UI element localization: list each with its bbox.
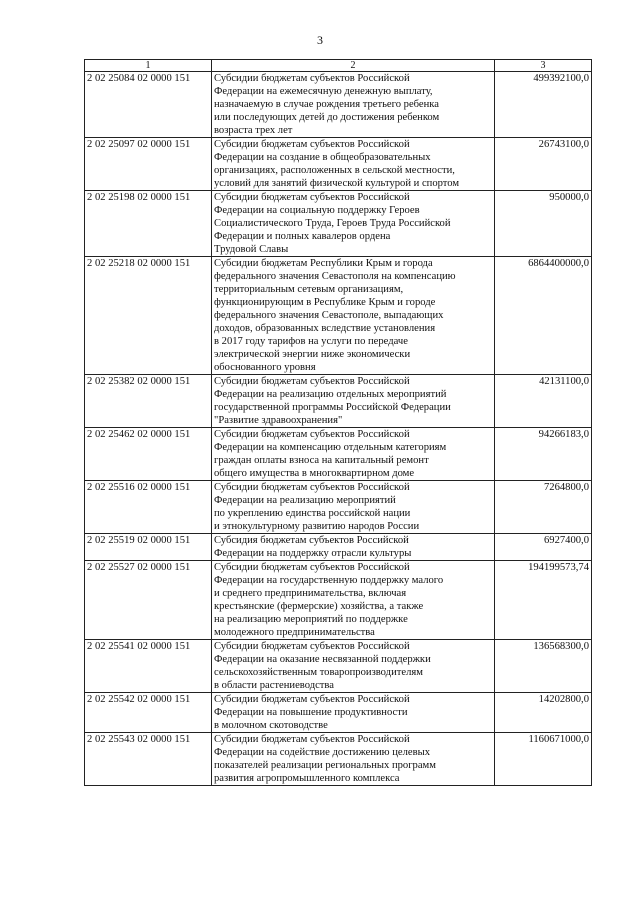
description-cell: Субсидии бюджетам субъектов Российской Федерации на социальную поддержку Героев Социалистического Труда, Героев Труда Российской Федерации и полных кавалеров ордена Трудовой Славы <box>212 191 495 257</box>
budget-code-cell: 2 02 25462 02 0000 151 <box>85 428 212 481</box>
amount-cell: 136568300,0 <box>495 640 592 693</box>
description-cell: Субсидии бюджетам субъектов Российской Федерации на государственную поддержку малого и среднего предпринимательства, включая крестьянские (фермерские) хозяйства, а также на реализацию мероприятий по поддержке молодежного предпринимательства <box>212 561 495 640</box>
description-cell: Субсидии бюджетам субъектов Российской Федерации на ежемесячную денежную выплату, назначаемую в случае рождения третьего ребенка или последующих детей до достижения ребенком возраста трех лет <box>212 72 495 138</box>
budget-code-cell: 2 02 25541 02 0000 151 <box>85 640 212 693</box>
budget-table <box>84 59 592 786</box>
amount-cell: 499392100,0 <box>495 72 592 138</box>
description-cell: Субсидии бюджетам субъектов Российской Федерации на создание в общеобразовательных организациях, расположенных в сельской местности, условий для занятий физической культурой и спортом <box>212 138 495 191</box>
table-row <box>85 138 592 191</box>
table-row <box>85 693 592 733</box>
amount-cell: 14202800,0 <box>495 693 592 733</box>
amount-cell: 950000,0 <box>495 191 592 257</box>
description-cell: Субсидии бюджетам Республики Крым и города федерального значения Севастополя на компенсацию территориальным сетевым организациям, функционирующим в Республике Крым и городе федерального значения Севастополе, выпадающих доходов, образованных вследствие установления в 2017 году тарифов на услуги по передаче электрической энергии ниже экономически обоснованного уровня <box>212 257 495 375</box>
column-header-1: 1 <box>85 60 212 72</box>
column-header-3: 3 <box>495 60 592 72</box>
amount-cell: 6927400,0 <box>495 534 592 561</box>
table-row <box>85 72 592 138</box>
budget-code-cell: 2 02 25519 02 0000 151 <box>85 534 212 561</box>
table-row <box>85 375 592 428</box>
table-header-row <box>85 60 592 72</box>
amount-cell: 6864400000,0 <box>495 257 592 375</box>
budget-code-cell: 2 02 25218 02 0000 151 <box>85 257 212 375</box>
column-header-2: 2 <box>212 60 495 72</box>
amount-cell: 7264800,0 <box>495 481 592 534</box>
amount-cell: 94266183,0 <box>495 428 592 481</box>
table-row <box>85 191 592 257</box>
description-cell: Субсидии бюджетам субъектов Российской Федерации на реализацию отдельных мероприятий государственной программы Российской Федерации "Развитие здравоохранения" <box>212 375 495 428</box>
table-row <box>85 733 592 786</box>
description-cell: Субсидии бюджетам субъектов Российской Федерации на реализацию мероприятий по укреплению единства российской нации и этнокультурному развитию народов России <box>212 481 495 534</box>
amount-cell: 194199573,74 <box>495 561 592 640</box>
amount-cell: 26743100,0 <box>495 138 592 191</box>
description-cell: Субсидии бюджетам субъектов Российской Федерации на содействие достижению целевых показателей реализации региональных программ развития агропромышленного комплекса <box>212 733 495 786</box>
table-row <box>85 640 592 693</box>
amount-cell: 1160671000,0 <box>495 733 592 786</box>
table-row <box>85 428 592 481</box>
budget-code-cell: 2 02 25097 02 0000 151 <box>85 138 212 191</box>
budget-code-cell: 2 02 25516 02 0000 151 <box>85 481 212 534</box>
budget-code-cell: 2 02 25382 02 0000 151 <box>85 375 212 428</box>
amount-cell: 42131100,0 <box>495 375 592 428</box>
budget-code-cell: 2 02 25543 02 0000 151 <box>85 733 212 786</box>
description-cell: Субсидия бюджетам субъектов Российской Федерации на поддержку отрасли культуры <box>212 534 495 561</box>
budget-code-cell: 2 02 25084 02 0000 151 <box>85 72 212 138</box>
description-cell: Субсидии бюджетам субъектов Российской Федерации на повышение продуктивности в молочном скотоводстве <box>212 693 495 733</box>
page-number: 3 <box>317 33 323 47</box>
budget-code-cell: 2 02 25527 02 0000 151 <box>85 561 212 640</box>
description-cell: Субсидии бюджетам субъектов Российской Федерации на оказание несвязанной поддержки сельскохозяйственным товаропроизводителям в области растениеводства <box>212 640 495 693</box>
table-row <box>85 481 592 534</box>
description-cell: Субсидии бюджетам субъектов Российской Федерации на компенсацию отдельным категориям граждан оплаты взноса на капитальный ремонт общего имущества в многоквартирном доме <box>212 428 495 481</box>
budget-code-cell: 2 02 25542 02 0000 151 <box>85 693 212 733</box>
table-row <box>85 561 592 640</box>
budget-code-cell: 2 02 25198 02 0000 151 <box>85 191 212 257</box>
table-row <box>85 534 592 561</box>
table-row <box>85 257 592 375</box>
